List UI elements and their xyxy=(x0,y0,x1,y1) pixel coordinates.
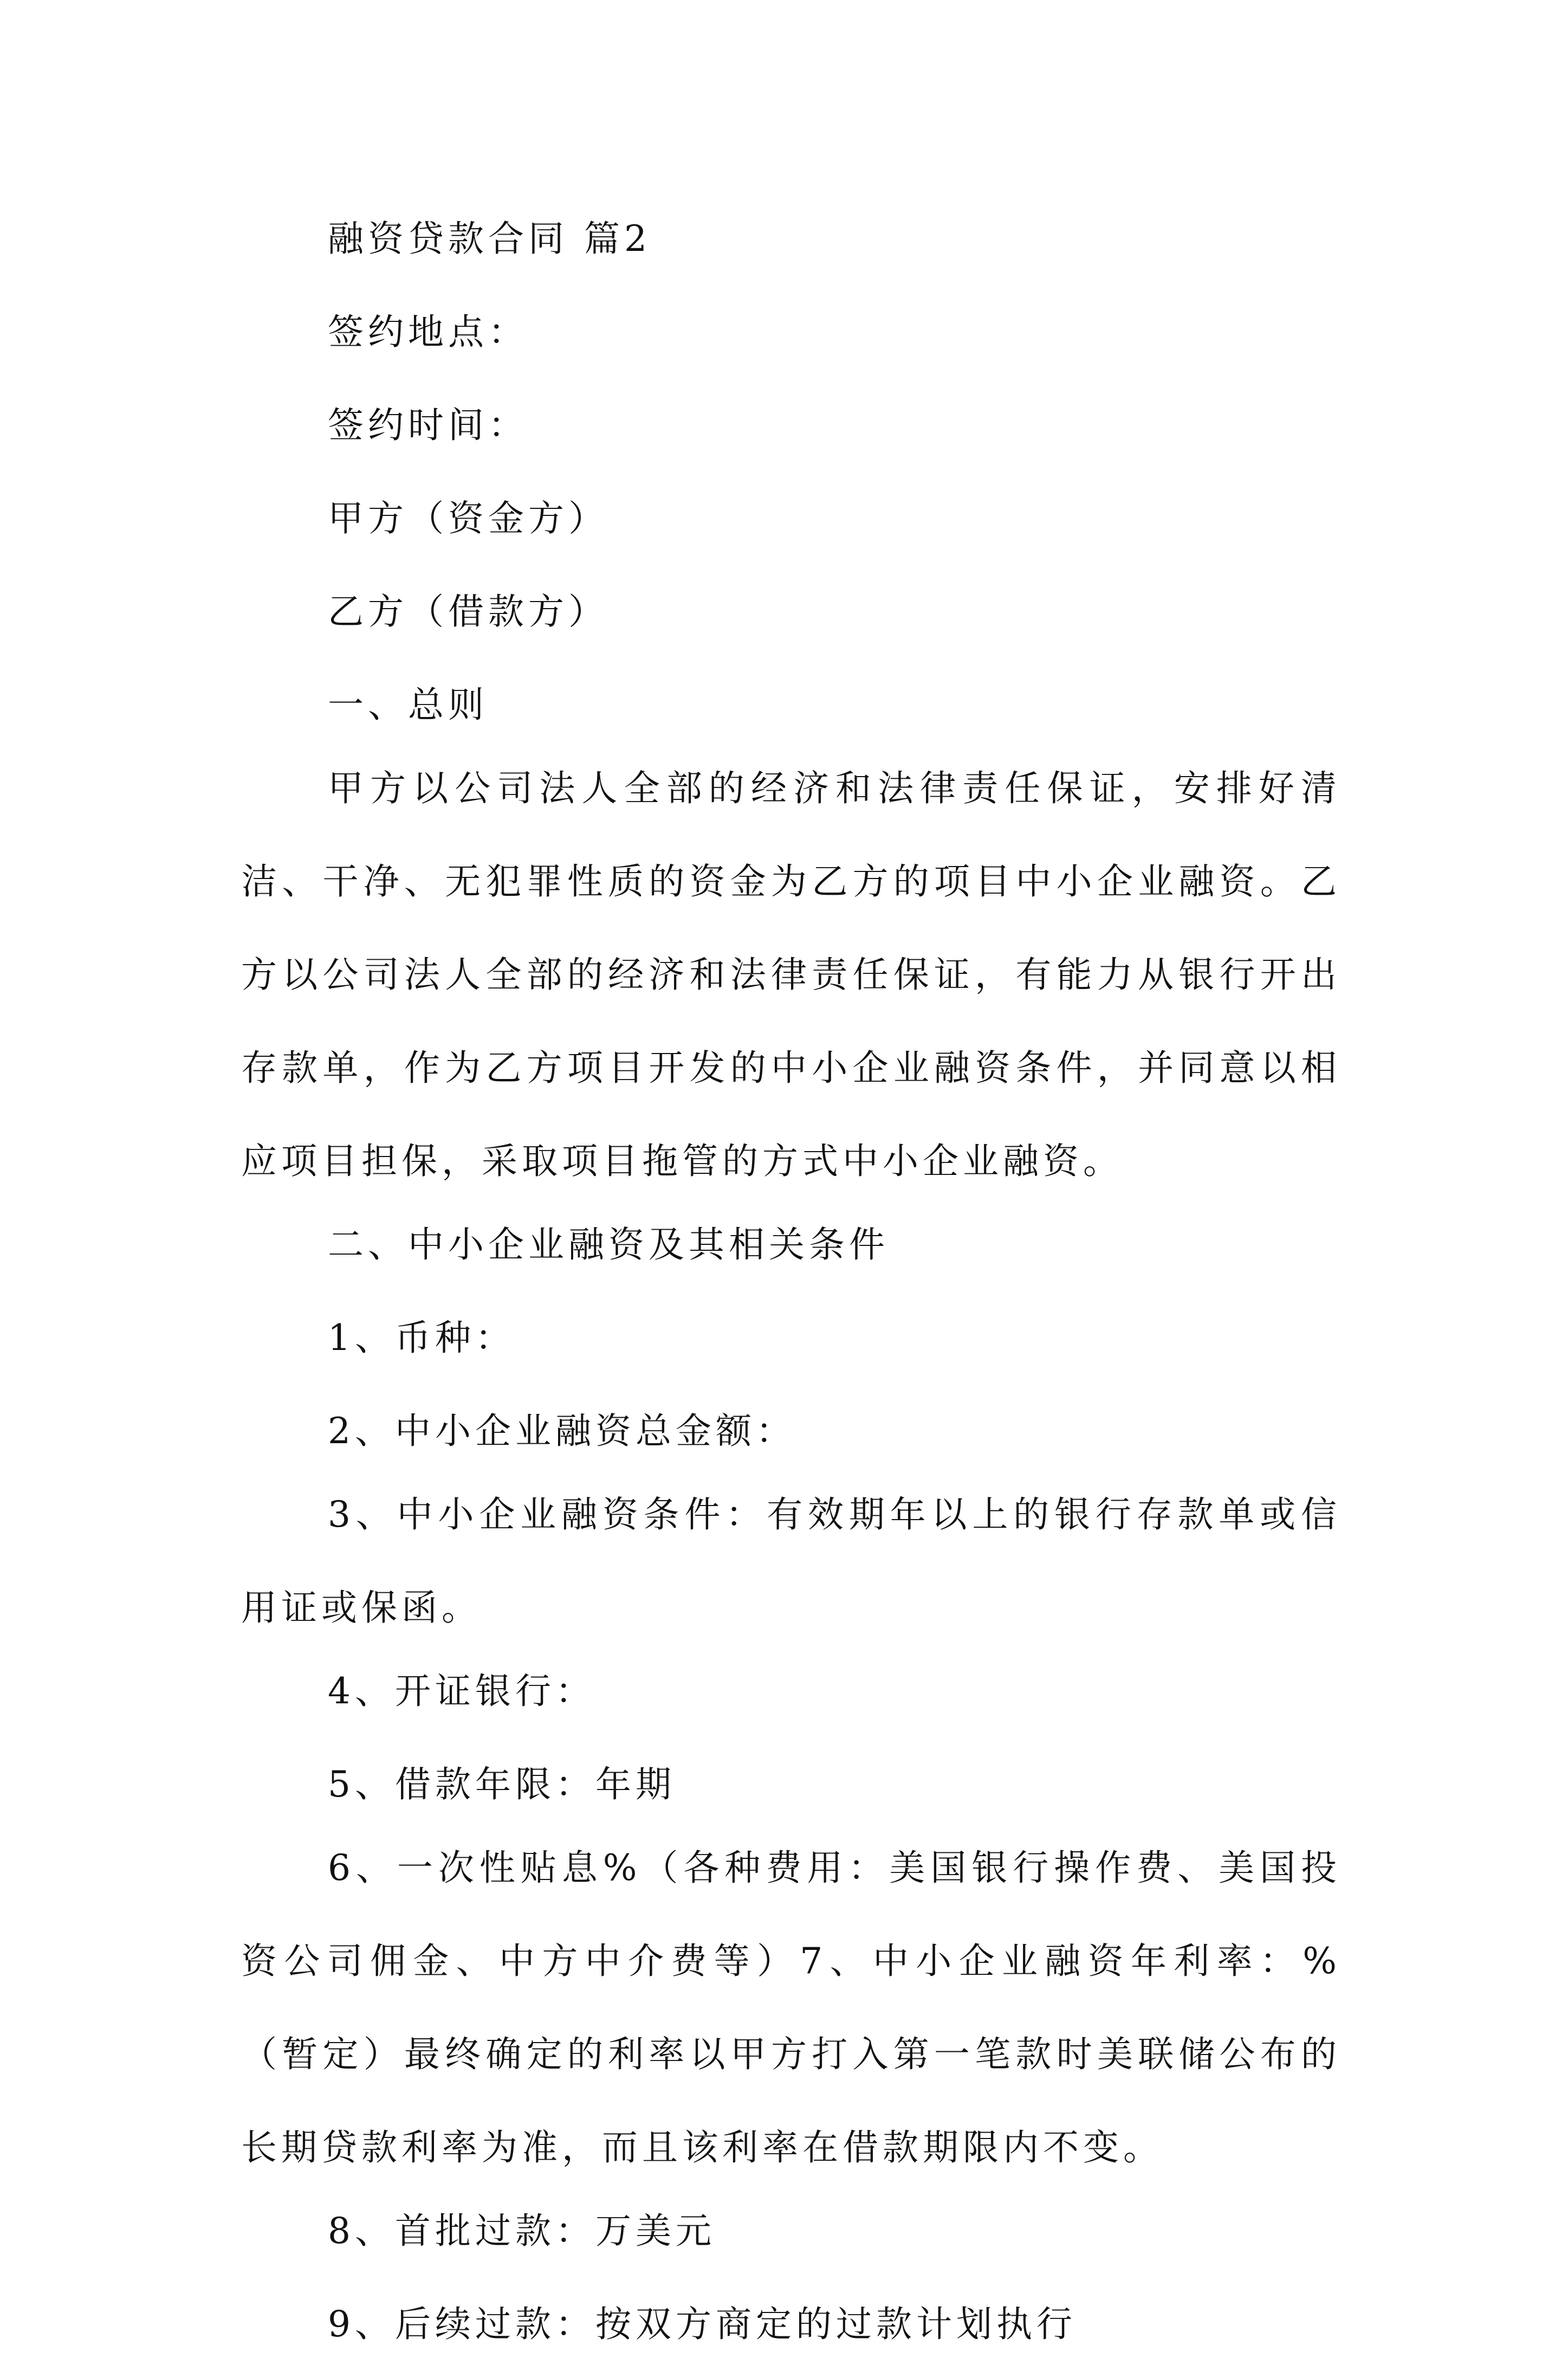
item-issuing-bank: 4、开证银行： xyxy=(328,1670,595,1712)
item-first-payment: 8、首批过款：万美元 xyxy=(328,2210,716,2252)
document-page xyxy=(241,192,1341,2371)
section2-heading: 二、中小企业融资及其相关条件 xyxy=(328,1224,889,1265)
item-currency: 1、币种： xyxy=(328,1317,515,1359)
item-loan-term: 5、借款年限：年期 xyxy=(328,1763,676,1805)
section1-heading: 一、总则 xyxy=(328,684,488,726)
section1-body: 甲方以公司法人全部的经济和法律责任保证，安排好清洁、干净、无犯罪性质的资金为乙方的项目中小企业融资。乙方以公司法人全部的经济和法律责任保证，有能力从银行开出存款单，作为乙方项目开发的中小企业融资条件，并同意以相应项目担保，采取项目拖管的方式中小企业融资。 xyxy=(241,767,1341,1182)
item-total-amount: 2、中小企业融资总金额： xyxy=(328,1410,796,1452)
item-financing-conditions: 3、中小企业融资条件：有效期年以上的银行存款单或信用证或保函。 xyxy=(241,1494,1341,1629)
item-discount-and-rate: 6、一次性贴息%（各种费用：美国银行操作费、美国投资公司佣金、中方中介费等）7、中小企业融资年利率：%（暂定）最终确定的利率以甲方打入第一笔款时美联储公布的长期贷款利率为准，而且该利率在借款期限内不变。 xyxy=(241,1847,1341,2168)
party-b: 乙方（借款方） xyxy=(328,591,608,632)
document-title: 融资贷款合同 篇2 xyxy=(328,218,651,260)
party-a: 甲方（资金方） xyxy=(328,498,608,539)
sign-time: 签约时间： xyxy=(328,404,528,446)
sign-place: 签约地点： xyxy=(328,311,528,353)
item-subsequent-payment: 9、后续过款：按双方商定的过款计划执行 xyxy=(328,2303,1077,2345)
